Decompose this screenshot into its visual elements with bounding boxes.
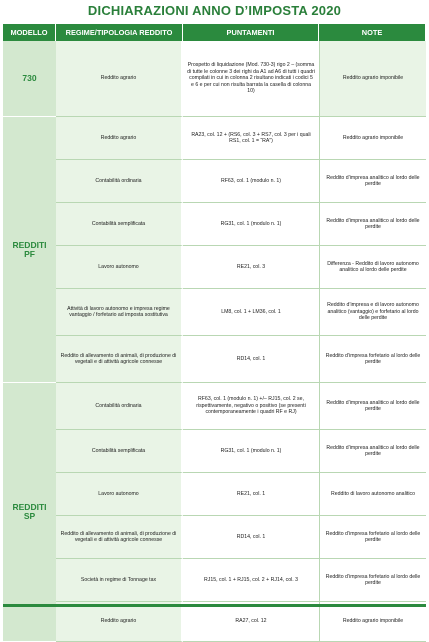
regime-cell: Attività di lavoro autonomo e impresa regime vantaggio / forfetario ad imposta sostitutiva — [56, 289, 183, 336]
regime-cell: Società in regime di Tonnage tax — [56, 559, 183, 602]
regime-cell: Reddito agrario — [56, 41, 183, 117]
regime-cell: Contabilità semplificata — [56, 203, 183, 246]
puntamenti-cell: Prospetto di liquidazione (Mod. 730-3) rigo 2 – (somma di tutte le colonne 3 dei righi da A1 ad A6 di tutti i quadri compilati in cui in colonna 2 risultano indicati i codici 5 e 6 e per cui non risulta barrata la casella di colonna 10) — [183, 41, 319, 117]
note-cell: Reddito d’impresa e di lavoro autonomo analitico (vantaggio) e forfetario al lordo delle perdite — [319, 289, 426, 336]
group-730: 730 — [3, 41, 56, 117]
puntamenti-cell: RE21, col. 1 — [183, 473, 319, 516]
note-cell: Reddito di lavoro autonomo analitico — [319, 473, 426, 516]
puntamenti-cell: RA27, col. 12 — [183, 602, 319, 642]
regime-cell: Reddito agrario — [56, 602, 183, 642]
header-regime: REGIME/TIPOLOGIA REDDITO — [56, 24, 183, 41]
puntamenti-cell: RD14, col. 1 — [183, 516, 319, 559]
note-cell: Reddito d’impresa forfetario al lordo delle perdite — [319, 336, 426, 383]
note-cell: Reddito d’impresa forfetario al lordo delle perdite — [319, 516, 426, 559]
puntamenti-cell: LM8, col. 1 + LM36, col. 1 — [183, 289, 319, 336]
header-puntamenti: PUNTAMENTI — [183, 24, 319, 41]
puntamenti-table — [3, 24, 426, 642]
header-modello: MODELLO — [3, 24, 56, 41]
note-cell: Reddito agrario imponibile — [319, 602, 426, 642]
note-cell: Reddito agrario imponibile — [319, 117, 426, 160]
puntamenti-cell: RF63, col. 1 (modulo n. 1) — [183, 160, 319, 203]
puntamenti-cell: RJ15, col. 1 + RJ15, col. 2 + RJ14, col. 3 — [183, 559, 319, 602]
group-redditi-sp: REDDITI SP — [3, 383, 56, 642]
group-redditi-pf: REDDITI PF — [3, 117, 56, 383]
puntamenti-cell: RE21, col. 3 — [183, 246, 319, 289]
footer-rule — [3, 604, 426, 607]
puntamenti-cell: RG31, col. 1 (modulo n. 1) — [183, 203, 319, 246]
note-cell: Reddito d’impresa forfetario al lordo delle perdite — [319, 559, 426, 602]
puntamenti-cell: RF63, col. 1 (modulo n. 1) +/– RJ15, col. 2 se, rispettivamente, negativo o positivo (se presenti contemporaneamente i quadri RF e RJ) — [183, 383, 319, 430]
page-title: DICHIARAZIONI ANNO D’IMPOSTA 2020 — [87, 3, 342, 18]
regime-cell: Reddito agrario — [56, 117, 183, 160]
note-cell: Reddito d’impresa analitico al lordo delle perdite — [319, 203, 426, 246]
regime-cell: Reddito di allevamento di animali, di produzione di vegetali e di attività agricole connesse — [56, 336, 183, 383]
puntamenti-cell: RG31, col. 1 (modulo n. 1) — [183, 430, 319, 473]
regime-cell: Reddito di allevamento di animali, di produzione di vegetali e di attività agricole connesse — [56, 516, 183, 559]
regime-cell: Lavoro autonomo — [56, 246, 183, 289]
regime-cell: Contabilità ordinaria — [56, 160, 183, 203]
puntamenti-cell: RD14, col. 1 — [183, 336, 319, 383]
header-note: NOTE — [319, 24, 426, 41]
regime-cell: Lavoro autonomo — [56, 473, 183, 516]
regime-cell: Contabilità semplificata — [56, 430, 183, 473]
note-cell: Reddito agrario imponibile — [319, 41, 426, 117]
puntamenti-cell: RA23, col. 12 + (RS6, col. 3 + RS7, col. 3 per i quali RS1, col. 1 = “RA”) — [183, 117, 319, 160]
note-cell: Reddito d’impresa analitico al lordo delle perdite — [319, 383, 426, 430]
note-cell: Differenza - Reddito di lavoro autonomo analitico al lordo delle perdite — [319, 246, 426, 289]
note-cell: Reddito d’impresa analitico al lordo delle perdite — [319, 430, 426, 473]
regime-cell: Contabilità ordinaria — [56, 383, 183, 430]
note-cell: Reddito d’impresa analitico al lordo delle perdite — [319, 160, 426, 203]
